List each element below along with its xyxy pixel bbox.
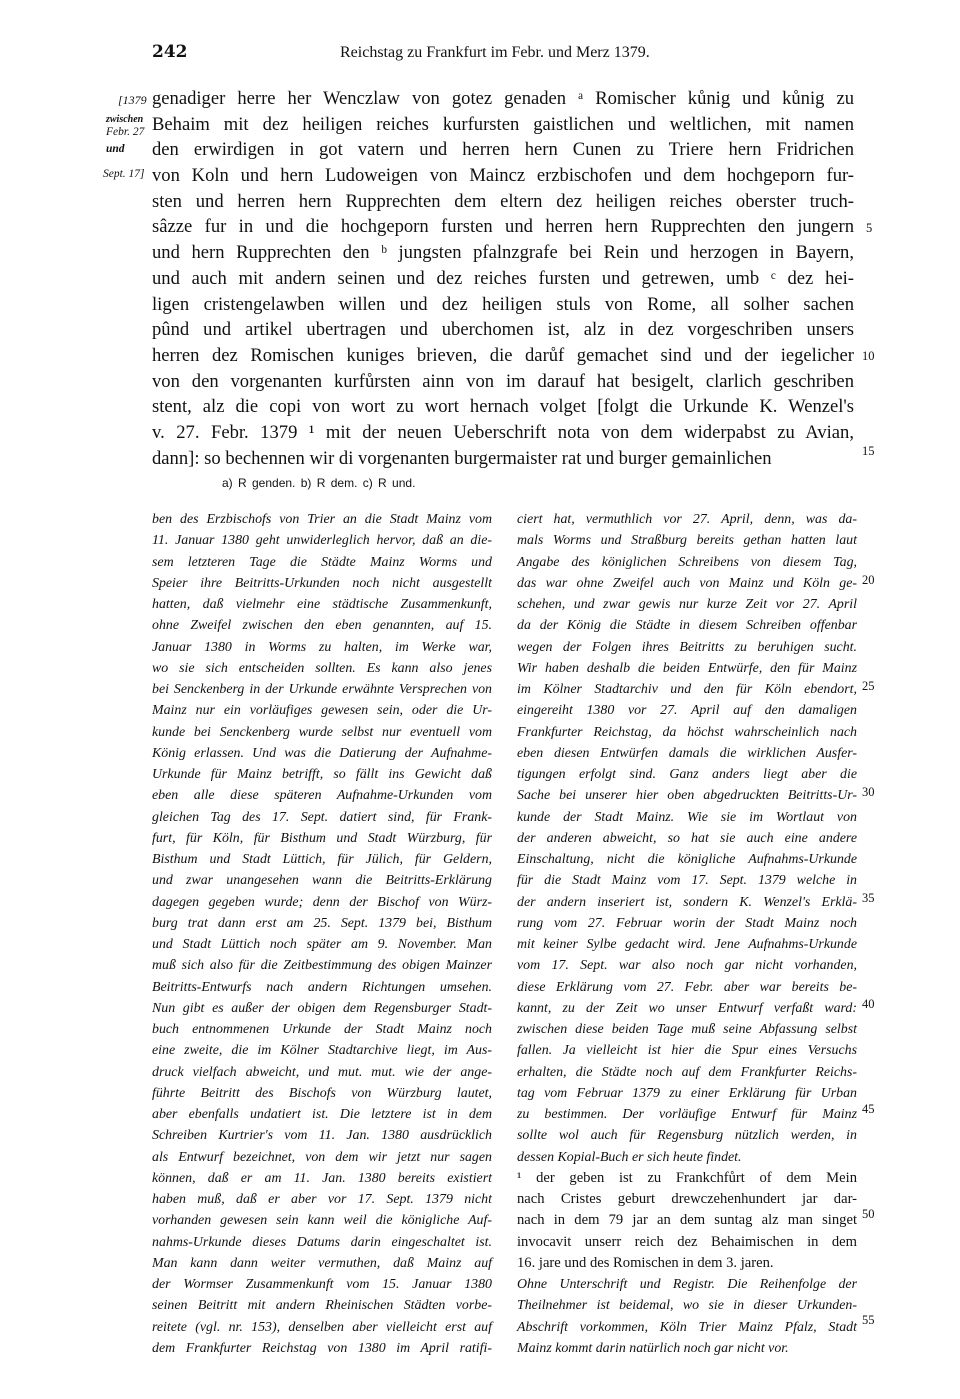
footnote-line: vom 17. Sept. war also noch gar nicht vorhanden, — [517, 958, 857, 974]
footnote-line: Januar 1380 in Worms zu halten, im Werke war, — [152, 639, 492, 655]
footnote-line: diese Erklärung vom 27. Febr. aber war bereits be- — [517, 979, 857, 995]
main-line: stent, alz die copi von wort zu wort hernach volget [folgt die Urkunde K. Wenzel's — [152, 396, 854, 418]
line-number: 20 — [862, 573, 875, 587]
line-number: 25 — [862, 679, 875, 693]
line-number: 5 — [866, 221, 873, 235]
footnote-line: da der König die Städte in diesem Schreiben offenbar — [517, 618, 857, 634]
footnote-line: zwischen diese beiden Tage muß seine Abfassung selbst — [517, 1022, 857, 1037]
main-line: von Koln und hern Ludoweigen von Maincz erzbischofen und dem hochgeporn fur- — [152, 165, 854, 187]
footnote-line: kunde der Stadt Mainz. Wie sie im Wortlaut von — [517, 809, 857, 825]
footnote-line: Frankfurter Reichstag, da höchst wahrscheinlich nach — [517, 724, 857, 740]
footnote-line: ciert hat, vermuthlich vor 27. April, denn, was da- — [517, 512, 857, 527]
footnote-line: reitete (vgl. nr. 153), denselben aber vielleicht erst auf — [152, 1319, 492, 1335]
margin-date-end: Sept. 17] — [103, 168, 145, 180]
footnote-line: druck vielfach abweicht, und mut. mut. wie der ange- — [152, 1064, 492, 1080]
footnote-line: das war ohne Zweifel auch von Mainz und Köln ge- — [517, 575, 857, 591]
footnote-line: dessen Kopial-Buch er sich heute findet. — [517, 1149, 742, 1165]
footnote-line: Ohne Unterschrift und Registr. Die Reihenfolge der — [517, 1277, 857, 1292]
footnote-line: der andern inseriert ist, sondern K. Wenzel's Erklä- — [517, 894, 857, 910]
footnote-line: fallen. Ja vielleicht ist hier die Spur eines Versuchs — [517, 1043, 857, 1059]
footnote-line: tigungen erfolgt sind. Ganz anders liegt aber die — [517, 767, 857, 782]
footnote-line: der Wormser Zusammenkunft vom 15. Januar 1380 — [152, 1277, 492, 1292]
footnote-line: wegen der Folgen ihres Beitritts zu beruhigen sucht. — [517, 639, 857, 655]
footnote-line: aber ebenfalls undatiert ist. Die letztere ist in dem — [152, 1107, 492, 1122]
footnote-line: Mainz kommt darin natürlich noch gar nicht vor. — [517, 1340, 789, 1356]
dating-line: 16. jare und des Romischen in dem 3. jaren. — [517, 1254, 774, 1271]
main-line: sâzze fur in und die hochgeporn fursten und herren hern Rupprechten den jungern — [152, 216, 854, 238]
footnote-line: vorhanden gewesen sein kann weil die königliche Auf- — [152, 1213, 492, 1229]
footnote-line: Speier ihre Beitritts-Urkunden noch nicht ausgestellt — [152, 575, 492, 591]
footnote-line: im Kölner Stadtarchiv und den für Köln ebendort, — [517, 682, 857, 697]
footnote-line: sem letzteren Tage die Städte Mainz Worms und — [152, 554, 492, 570]
footnote-line: Theilnehmer ist beidemal, wo sie in dieser Urkunden- — [517, 1298, 857, 1314]
page-number: 242 — [152, 42, 188, 62]
footnote-line: erhalten, die Städte noch auf dem Frankfurter Reichs- — [517, 1064, 857, 1080]
footnote-column-right — [517, 509, 857, 1359]
main-line: und hern Rupprechten den ᵇ jungsten pfalnzgrafe bei Rein und herzogen in Bayern, — [152, 242, 854, 264]
footnote-line: dagegen gegeben wurde; denn der Bischof von Würz- — [152, 894, 492, 910]
main-line: und auch mit andern seinen und dez reiches fursten und getrewen, umb ᶜ dez hei- — [152, 267, 854, 289]
footnote-line: für die Stadt Mainz vom 17. Sept. 1379 welche in — [517, 873, 857, 889]
footnote-line: hatten, daß vielmehr eine städtische Zusammenkunft, — [152, 597, 492, 612]
main-text — [152, 86, 854, 471]
footnote-line: 11. Januar 1380 geht unwiderleglich hervor, daß an die- — [152, 533, 492, 549]
footnote-line: kunde bei Senckenberg wurde selbst nur eventuell vom — [152, 724, 492, 740]
footnote-line: zu bestimmen. Der vorläufige Entwurf für Mainz — [517, 1107, 857, 1122]
footnote-line: kannt, zu der Zeit wo unser Entwurf verfaßt ward: — [517, 1000, 857, 1016]
main-line: von den vorgenanten kurfůrsten ainn von im darauf hat besigelt, clarlich geschriben — [152, 370, 854, 392]
margin-date-year: [1379 — [118, 93, 147, 107]
footnote-line: können, daß er am 11. Jan. 1380 bereits existiert — [152, 1170, 492, 1186]
footnote-line: und zwar unangesehen wann die Beitritts-Erklärung — [152, 873, 492, 889]
footnote-line: tag vom Februar 1379 zu einer Erklärung für Urban — [517, 1085, 857, 1101]
footnote-line: eine zweite, die im Kölner Stadtarchive liegt, im Aus- — [152, 1043, 492, 1059]
footnote-line: mals Worms und Straßburg bereits gethan hatten laut — [517, 533, 857, 549]
footnote-line: Urkunde für Mainz betrifft, so fällt ins Gewicht daß — [152, 767, 492, 782]
footnote-line: führte Beitritt des Bischofs von Würzburg lautet, — [152, 1085, 492, 1101]
footnote-line: Sache bei unserer hier oben abgedruckten Beitritts-Ur- — [517, 788, 857, 804]
footnote-line: mit keiner Sylbe gedacht wird. Jene Aufnahms-Urkunde — [517, 937, 857, 952]
footnote-line: Einschaltung, nicht die königliche Aufnahms-Urkunde — [517, 852, 857, 867]
footnote-line: furt, für Köln, für Bisthum und Stadt Würzburg, für — [152, 830, 492, 846]
footnote-line: wo sie sich entscheiden sollten. Es kann also jenes — [152, 660, 492, 676]
footnote-line: haben muß, daß er aber vor 17. Sept. 1379 nicht — [152, 1192, 492, 1207]
line-number: 10 — [862, 349, 875, 363]
dating-line: nach in dem 79 jar an dem suntag alz man singet — [517, 1212, 857, 1229]
footnote-line: als Entwurf bezeichnet, von dem wir jetzt nur sagen — [152, 1149, 492, 1165]
footnote-line: König erlassen. Und was die Datierung der Aufnahme- — [152, 745, 492, 761]
footnote-line: dem Frankfurter Reichstag von 1380 im April ratifi- — [152, 1340, 492, 1356]
line-number: 30 — [862, 785, 875, 799]
margin-date-between: zwischen — [106, 114, 144, 125]
footnote-line: Wir haben deshalb die beiden Entwürfe, den für Mainz — [517, 660, 857, 676]
footnote-line: ben des Erzbischofs von Trier an die Stadt Mainz vom — [152, 512, 492, 527]
footnote-line: Schreiben Kurtrier's vom 11. Jan. 1380 ausdrücklich — [152, 1128, 492, 1144]
main-line: sten und herren hern Rupprechten dem eltern dez heiligen reiches oberster truch- — [152, 190, 854, 212]
line-number: 15 — [862, 444, 875, 458]
line-number: 35 — [862, 891, 875, 905]
footnote-line: und Stadt Lüttich noch später am 9. November. Man — [152, 937, 492, 952]
margin-date-start: Febr. 27 — [106, 126, 145, 138]
footnote-line: ohne Zweifel zwischen den eben genannten, auf 15. — [152, 618, 492, 634]
line-number: 50 — [862, 1207, 875, 1221]
footnote-line: nahms-Urkunde dieses Datums darin eingeschaltet ist. — [152, 1234, 492, 1250]
footnote-line: Bisthum und Stadt Lüttich, für Jülich, für Geldern, — [152, 852, 492, 867]
main-line: pûnd und artikel ubertragen und uberchomen ist, alz in dez vorgeschriben unsers — [152, 319, 854, 341]
footnote-line: bei Senckenberg in der Urkunde erwähnte Versprechen von — [152, 682, 492, 697]
dating-line: nach Cristes geburt drewczehenhundert jar dar- — [517, 1191, 857, 1207]
footnote-line: Abschrift vorkommen, Köln Trier Mainz Pfalz, Stadt — [517, 1319, 857, 1335]
footnote-line: Beitritts-Entwurfs nach andern Richtungen umsehen. — [152, 979, 492, 995]
footnote-line: der anderen abweicht, so hat sie auch eine andere — [517, 830, 857, 846]
footnote-line: eben diesen Entwürfen damals die wirklichen Ausfer- — [517, 745, 857, 761]
dating-line: invocavit unserr reich dez Behaimischen in dem — [517, 1233, 857, 1250]
footnote-line: burg trat dann erst am 25. Sept. 1379 bei, Bisthum — [152, 915, 492, 931]
dating-line: ¹ der geben ist zu Frankchfůrt of dem Mein — [517, 1169, 857, 1186]
footnote-line: seinen Beitritt mit andern Rheinischen Städten vorbe- — [152, 1298, 492, 1314]
main-line: dann]: so bechennen wir di vorgenanten burgermaister rat und burger gemainlichen — [152, 447, 772, 469]
footnote-column-left — [152, 509, 492, 1359]
running-title: Reichstag zu Frankfurt im Febr. und Merz 1379. — [340, 44, 650, 61]
main-line: ligen cristengelawben willen und dez heiligen stuls von Rome, all solher sachen — [152, 293, 854, 315]
footnote-line: Angabe des königlichen Schreibens von diesem Tag, — [517, 554, 857, 570]
variant-notes: a) R genden. b) R dem. c) R und. — [222, 476, 416, 490]
main-line: genadiger herre her Wenczlaw von gotez genaden ᵃ Romischer kůnig und kůnig zu — [152, 88, 854, 109]
main-line: den erwirdigen in got vatern und herren hern Cunen zu Triere hern Fridrichen — [152, 139, 854, 161]
footnote-line: Man kann dann weiter vermuthen, daß Mainz auf — [152, 1255, 492, 1271]
footnote-line: buch entnommenen Urkunde der Stadt Mainz noch — [152, 1022, 492, 1037]
footnote-line: Mainz nur ein vorläufiges gewesen sein, oder die Ur- — [152, 703, 492, 719]
footnote-line: gleichen Tag des 17. Sept. datiert sind, für Frank- — [152, 809, 492, 825]
main-line: Behaim mit dez heiligen reiches kurfursten gaistlichen und weltlichen, mit namen — [152, 113, 854, 135]
footnote-line: muß sich also für die Zeitbestimmung des obigen Mainzer — [152, 958, 492, 974]
line-number: 45 — [862, 1102, 875, 1116]
footnote-line: rung vom 27. Februar worin der Stadt Mainz noch — [517, 915, 857, 931]
footnote-line: schehen, und zwar gewis nur kurze Zeit vor 27. April — [517, 597, 857, 612]
footnote-line: eben alle diese späteren Aufnahme-Urkunden vom — [152, 788, 492, 804]
footnote-line: sollte wol auch für Regensburg nützlich werden, in — [517, 1128, 857, 1144]
main-line: v. 27. Febr. 1379 ¹ mit der neuen Ueberschrift nota von dem widerpabst zu Avian, — [152, 421, 854, 443]
line-number: 40 — [862, 997, 875, 1011]
footnote-line: Nun gibt es außer der obigen dem Regensburger Stadt- — [152, 1000, 492, 1016]
main-line: herren dez Romischen kuniges brieven, die darůf gemachet sind und der iegelicher — [152, 344, 854, 366]
margin-date-and: und — [106, 143, 125, 155]
line-number: 55 — [862, 1313, 875, 1327]
footnote-line: eingereiht 1380 vor 27. April auf den damaligen — [517, 703, 857, 719]
